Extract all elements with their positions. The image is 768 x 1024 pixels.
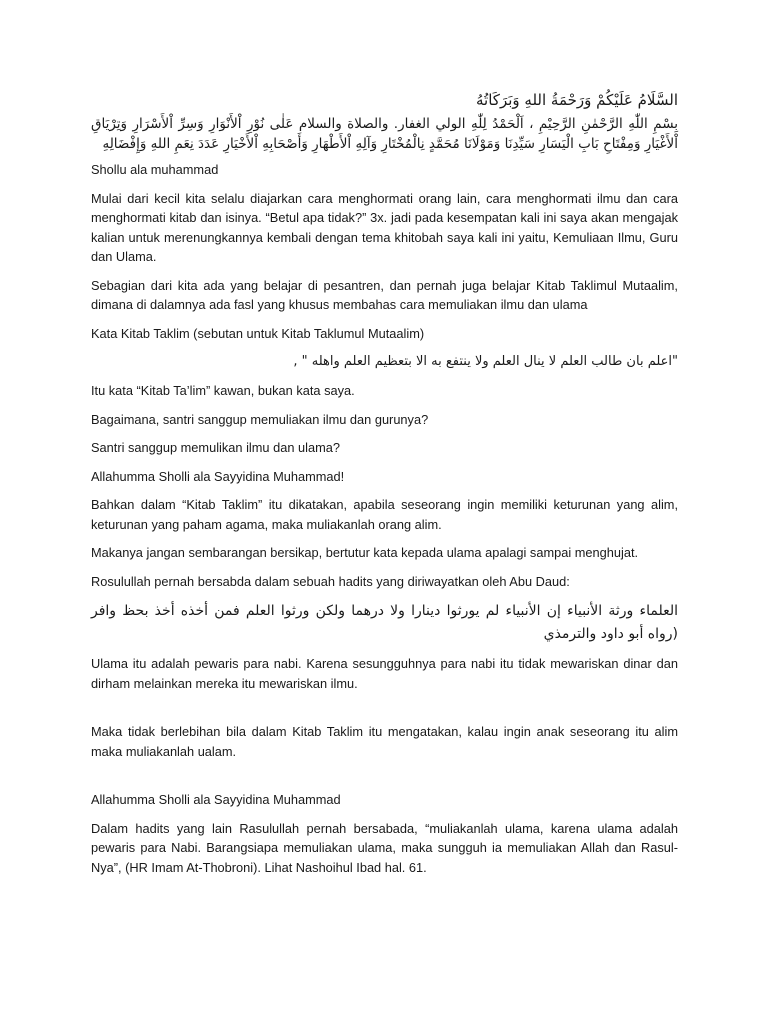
paragraph-dalam-hadits: Dalam hadits yang lain Rasulullah pernah bersabada, “muliakanlah ulama, karena ulama adalah pewaris para Nabi. Barangsiapa memuliakan ulama, maka sungguh ia memuliakan Allah dan Rasul-Nya”, (HR Imam At-Thobroni). Lihat Nashoihul Ibad hal. 61. xyxy=(91,820,678,875)
arabic-quote: "اعلم بان طالب العلم لا ينال العلم ولا ينتفع به الا بتعظيم العلم واهله " , xyxy=(293,354,678,369)
paragraph-ulama: Ulama itu adalah pewaris para nabi. Karena sesungguhnya para nabi itu tidak mewariskan dinar dan dirham melainkan mereka itu mewariskan ilmu. xyxy=(91,656,678,691)
arabic-bismillah-line2: اْلأَغْيَارِ وَمِفْتَاحِ بَابِ الْيَسَارِ سَيِّدِنَا وَمَوْلَانَا مُحَمَّدٍ نِالْمُخْتَارِ وَآلِهِ اْلأَطْهَارِ وَأَصْحَابِهِ اْلأَخْيَارِ عَدَدَ نِعَمِ اللهِ وَإِفْضَالِهِ xyxy=(102,136,678,152)
paragraph-makanya: Makanya jangan sembarangan bersikap, bertutur kata kepada ulama apalagi sampai menghujat. xyxy=(91,545,639,560)
paragraph-bagaimana: Bagaimana, santri sanggup memuliakan ilmu dan gurunya? xyxy=(91,411,429,427)
paragraph-bahkan: Bahkan dalam “Kitab Taklim” itu dikatakan, apabila seseorang ingin memiliki keturunan yang alim, keturunan yang paham agama, maka muliakanlah orang alim. xyxy=(91,497,678,532)
paragraph-santri: Santri sanggup memulikan ilmu dan ulama? xyxy=(91,440,340,455)
arabic-hadith: العلماء ورثة الأنبياء إن الأنبياء لم يورثوا دينارا ولا درهما ولكن ورثوا العلم فمن أخذه أخذ بحظ وافر (رواه أبو داود والترمذي xyxy=(91,603,678,642)
blank-line xyxy=(91,770,678,790)
paragraph-allahumma-2: Allahumma Sholli ala Sayyidina Muhammad xyxy=(91,792,341,807)
arabic-bismillah-line1: بِسْمِ اللّٰهِ الرَّحْمٰنِ الرَّحِيْمِ ، اَلْحَمْدُ لِلّٰهِ الولي الغفار. والصلاة والسلام عَلٰى نُوْرِ اْلأَنْوَارِ وَسِرِّ اْلأَسْرَارِ وَتِرْيَاقِ xyxy=(91,116,678,132)
paragraph-maka: Maka tidak berlebihan bila dalam Kitab Taklim itu mengatakan, kalau ingin anak seseorang itu alim maka muliakanlah ualam. xyxy=(91,724,678,759)
paragraph-shollu: Shollu ala muhammad xyxy=(91,162,219,177)
paragraph-rosulullah: Rosulullah pernah bersabda dalam sebuah hadits yang diriwayatkan oleh Abu Daud: xyxy=(91,573,570,589)
paragraph-sebagian: Sebagian dari kita ada yang belajar di pesantren, dan pernah juga belajar Kitab Taklimul Mutaalim, dimana di dalamnya ada fasl yang khusus membahas cara memuliakan ilmu dan ulama xyxy=(91,277,678,312)
paragraph-itu-kata: Itu kata “Kitab Ta’lim” kawan, bukan kata saya. xyxy=(91,383,355,398)
paragraph-allahumma-1: Allahumma Sholli ala Sayyidina Muhammad! xyxy=(91,468,345,484)
paragraph-kata-kitab: Kata Kitab Taklim (sebutan untuk Kitab Taklumul Mutaalim) xyxy=(91,325,425,341)
arabic-salam: السَّلَامُ عَلَيْكُمْ وَرَحْمَةُ اللهِ وَبَرَكَاتُهُ xyxy=(476,91,678,109)
blank-line xyxy=(91,702,678,722)
paragraph-mulai: Mulai dari kecil kita selalu diajarkan cara menghormati orang lain, cara menghormati ilmu dan cara menghormati kitab dan isinya. “Betul apa tidak?” 3x. jadi pada kesempatan kali ini saya akan mengajak kalian untuk merenungkannya kembali dengan tema khitobah saya kali ini yaitu, Kemuliaan Ilmu, Guru dan Ulama. xyxy=(91,190,678,264)
